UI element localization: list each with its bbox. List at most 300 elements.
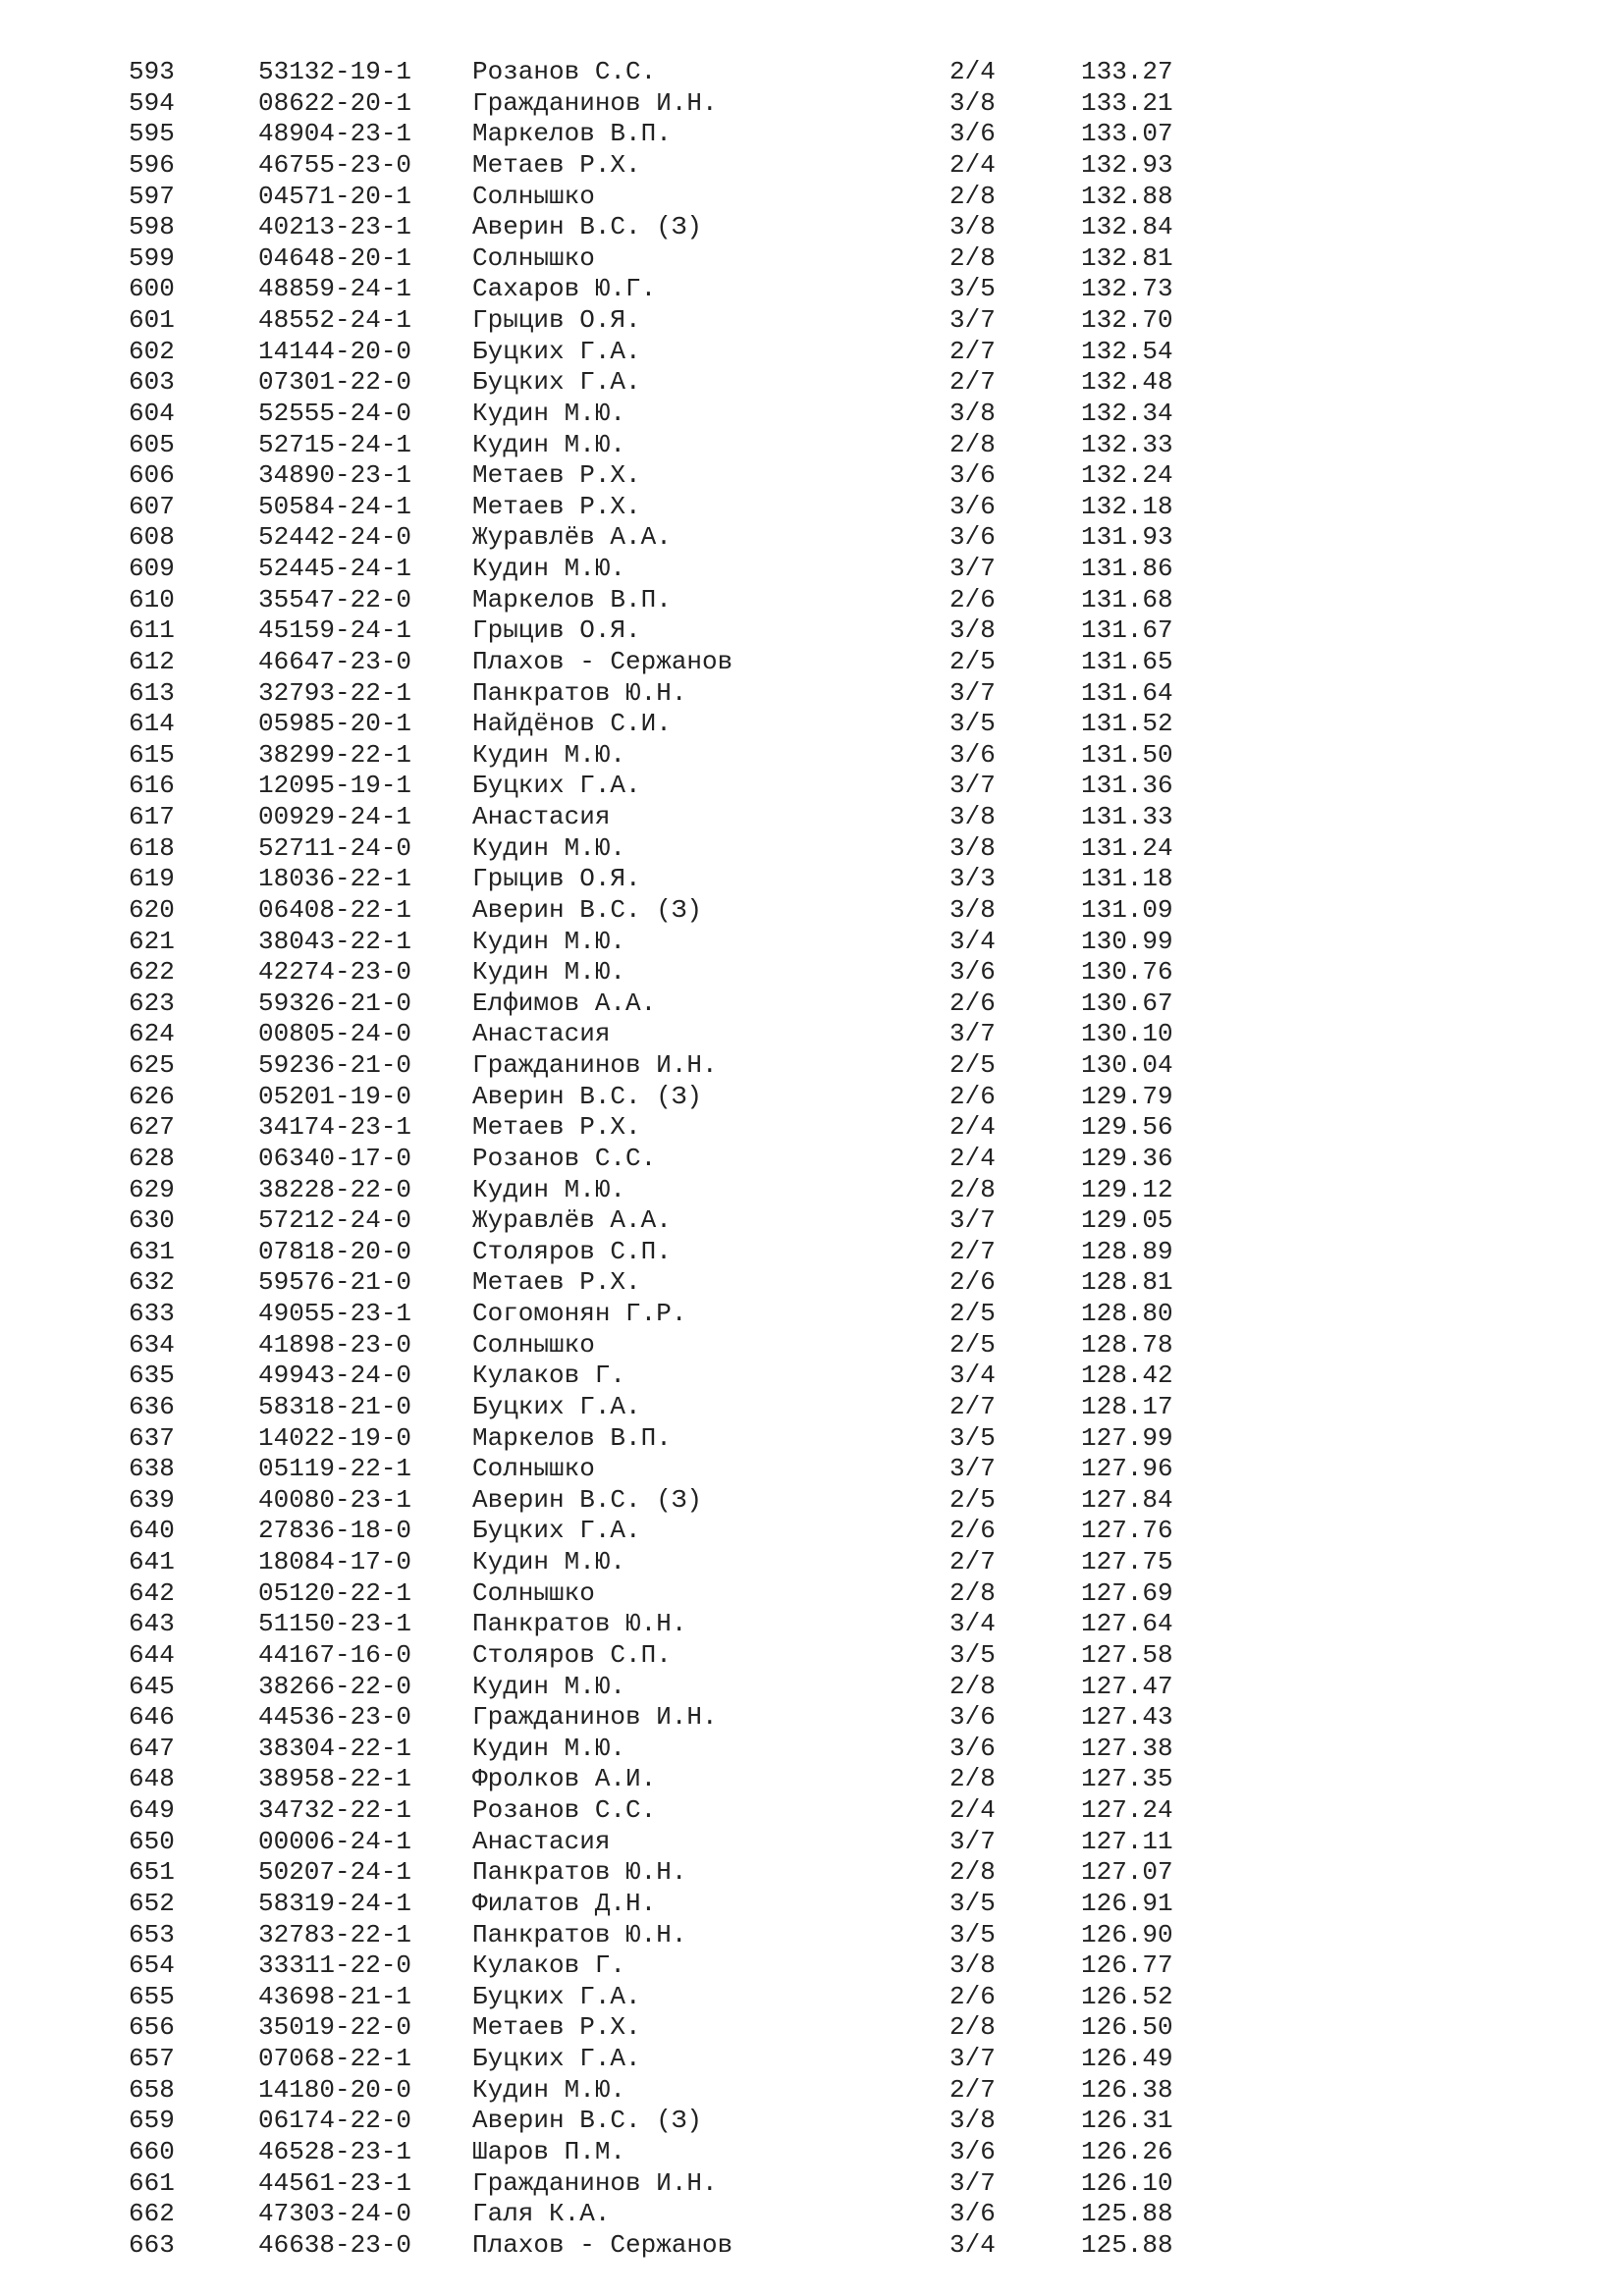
registration-code: 38958-22-1 (258, 1764, 412, 1794)
ratio-value: 3/7 (949, 677, 996, 708)
score-value: 126.49 (1081, 2044, 1173, 2073)
ratio-value: 3/7 (949, 554, 996, 583)
table-row (0, 1857, 1624, 1889)
owner-name: Плахов - Сержанов (472, 646, 733, 676)
owner-name: Аверин В.С. (З) (472, 1081, 703, 1111)
row-number: 622 (129, 957, 175, 988)
score-value: 131.64 (1081, 677, 1173, 708)
row-number: 596 (129, 149, 175, 180)
table-row (0, 337, 1624, 368)
registration-code: 46647-23-0 (258, 646, 412, 676)
score-value: 127.96 (1081, 1454, 1173, 1484)
score-value: 127.99 (1081, 1422, 1173, 1453)
owner-name: Анастасия (472, 1019, 611, 1049)
score-value: 127.58 (1081, 1639, 1173, 1670)
table-row (0, 1423, 1624, 1455)
owner-name: Аверин В.С. (З) (472, 212, 703, 242)
ratio-value: 2/7 (949, 336, 996, 366)
owner-name: Метаев Р.Х. (472, 491, 641, 521)
score-value: 131.36 (1081, 771, 1173, 801)
table-row (0, 1795, 1624, 1827)
row-number: 610 (129, 584, 175, 614)
score-value: 132.48 (1081, 367, 1173, 398)
table-row (0, 802, 1624, 833)
ratio-value: 2/8 (949, 2012, 996, 2043)
table-row (0, 1516, 1624, 1547)
registration-code: 38228-22-0 (258, 1174, 412, 1204)
registration-code: 38043-22-1 (258, 926, 412, 956)
row-number: 651 (129, 1857, 175, 1888)
owner-name: Фролков А.И. (472, 1764, 657, 1794)
row-number: 639 (129, 1484, 175, 1515)
registration-code: 59236-21-0 (258, 1050, 412, 1080)
score-value: 126.10 (1081, 2167, 1173, 2198)
table-row (0, 522, 1624, 554)
ratio-value: 2/8 (949, 429, 996, 459)
score-value: 127.84 (1081, 1484, 1173, 1515)
ratio-value: 2/5 (949, 1050, 996, 1080)
score-value: 131.50 (1081, 739, 1173, 770)
row-number: 608 (129, 522, 175, 553)
registration-code: 14022-19-0 (258, 1422, 412, 1453)
ratio-value: 3/7 (949, 1019, 996, 1049)
table-row (0, 1330, 1624, 1362)
score-value: 132.18 (1081, 491, 1173, 521)
score-value: 126.38 (1081, 2074, 1173, 2105)
registration-code: 06340-17-0 (258, 1143, 412, 1173)
row-number: 599 (129, 242, 175, 273)
owner-name: Кудин М.Ю. (472, 832, 626, 863)
ratio-value: 3/6 (949, 522, 996, 553)
registration-code: 33311-22-0 (258, 1950, 412, 1981)
score-value: 130.04 (1081, 1050, 1173, 1080)
row-number: 602 (129, 336, 175, 366)
owner-name: Столяров С.П. (472, 1236, 672, 1266)
table-row (0, 150, 1624, 182)
score-value: 126.90 (1081, 1919, 1173, 1949)
ratio-value: 3/5 (949, 709, 996, 739)
owner-name: Филатов Д.Н. (472, 1888, 657, 1918)
table-row (0, 1299, 1624, 1330)
owner-name: Солнышко (472, 181, 595, 211)
score-value: 129.05 (1081, 1205, 1173, 1236)
row-number: 612 (129, 646, 175, 676)
registration-code: 45159-24-1 (258, 615, 412, 646)
table-row (0, 1578, 1624, 1610)
registration-code: 34732-22-1 (258, 1795, 412, 1825)
ratio-value: 3/6 (949, 2136, 996, 2166)
table-row (0, 305, 1624, 337)
table-row (0, 1144, 1624, 1175)
ratio-value: 3/7 (949, 2044, 996, 2073)
row-number: 594 (129, 87, 175, 118)
row-number: 650 (129, 1826, 175, 1856)
row-number: 617 (129, 802, 175, 831)
owner-name: Кулаков Г. (472, 1950, 626, 1981)
row-number: 634 (129, 1329, 175, 1360)
ratio-value: 3/8 (949, 832, 996, 863)
registration-code: 53132-19-1 (258, 57, 412, 86)
owner-name: Гражданинов И.Н. (472, 1702, 718, 1733)
ratio-value: 2/6 (949, 1981, 996, 2011)
registration-code: 34174-23-1 (258, 1112, 412, 1143)
registration-code: 38299-22-1 (258, 739, 412, 770)
ratio-value: 2/5 (949, 1329, 996, 1360)
table-row (0, 2106, 1624, 2137)
ratio-value: 3/7 (949, 1826, 996, 1856)
row-number: 614 (129, 709, 175, 739)
score-value: 132.34 (1081, 398, 1173, 428)
ratio-value: 3/7 (949, 1205, 996, 1236)
row-number: 598 (129, 212, 175, 242)
ratio-value: 2/8 (949, 1857, 996, 1888)
ratio-value: 3/8 (949, 398, 996, 428)
ratio-value: 3/6 (949, 957, 996, 988)
row-number: 593 (129, 57, 175, 86)
ratio-value: 2/8 (949, 181, 996, 211)
row-number: 649 (129, 1795, 175, 1825)
ratio-value: 3/8 (949, 2106, 996, 2136)
owner-name: Елфимов А.А. (472, 988, 657, 1018)
ratio-value: 2/7 (949, 2074, 996, 2105)
row-number: 631 (129, 1236, 175, 1266)
score-value: 129.79 (1081, 1081, 1173, 1111)
score-value: 130.67 (1081, 988, 1173, 1018)
registration-code: 49943-24-0 (258, 1361, 412, 1391)
registration-code: 14144-20-0 (258, 336, 412, 366)
score-value: 131.52 (1081, 709, 1173, 739)
ratio-value: 3/8 (949, 1950, 996, 1981)
row-number: 609 (129, 554, 175, 583)
registration-code: 35019-22-0 (258, 2012, 412, 2043)
owner-name: Панкратов Ю.Н. (472, 677, 687, 708)
row-number: 659 (129, 2106, 175, 2136)
ratio-value: 2/6 (949, 1267, 996, 1298)
registration-code: 18084-17-0 (258, 1547, 412, 1576)
registration-code: 32793-22-1 (258, 677, 412, 708)
row-number: 657 (129, 2044, 175, 2073)
score-value: 130.76 (1081, 957, 1173, 988)
registration-code: 52555-24-0 (258, 398, 412, 428)
row-number: 628 (129, 1143, 175, 1173)
ratio-value: 3/5 (949, 1422, 996, 1453)
owner-name: Анастасия (472, 802, 611, 831)
ratio-value: 3/6 (949, 739, 996, 770)
registration-code: 05201-19-0 (258, 1081, 412, 1111)
registration-code: 05119-22-1 (258, 1454, 412, 1484)
score-value: 131.09 (1081, 894, 1173, 925)
table-row (0, 1547, 1624, 1578)
ratio-value: 3/6 (949, 1702, 996, 1733)
table-row (0, 1082, 1624, 1113)
row-number: 600 (129, 274, 175, 304)
ratio-value: 2/8 (949, 1174, 996, 1204)
ratio-value: 3/7 (949, 2167, 996, 2198)
owner-name: Кудин М.Ю. (472, 1671, 626, 1701)
ratio-value: 3/7 (949, 1454, 996, 1484)
score-value: 127.43 (1081, 1702, 1173, 1733)
table-row (0, 460, 1624, 492)
owner-name: Столяров С.П. (472, 1639, 672, 1670)
owner-name: Кулаков Г. (472, 1361, 626, 1391)
owner-name: Солнышко (472, 1454, 595, 1484)
ratio-value: 3/7 (949, 305, 996, 335)
table-row (0, 1361, 1624, 1392)
score-value: 133.27 (1081, 57, 1173, 86)
owner-name: Гражданинов И.Н. (472, 2167, 718, 2198)
owner-name: Плахов - Сержанов (472, 2229, 733, 2260)
row-number: 652 (129, 1888, 175, 1918)
score-value: 125.88 (1081, 2199, 1173, 2229)
ratio-value: 3/6 (949, 1733, 996, 1763)
table-row (0, 2137, 1624, 2168)
registration-code: 48904-23-1 (258, 119, 412, 149)
ratio-value: 2/4 (949, 1795, 996, 1825)
owner-name: Найдёнов С.И. (472, 709, 672, 739)
score-value: 125.88 (1081, 2229, 1173, 2260)
ratio-value: 3/8 (949, 894, 996, 925)
table-row (0, 492, 1624, 523)
score-value: 130.99 (1081, 926, 1173, 956)
row-number: 641 (129, 1547, 175, 1576)
owner-name: Кудин М.Ю. (472, 398, 626, 428)
row-number: 647 (129, 1733, 175, 1763)
table-row (0, 2012, 1624, 2044)
registration-code: 52445-24-1 (258, 554, 412, 583)
score-value: 131.33 (1081, 802, 1173, 831)
ratio-value: 3/5 (949, 274, 996, 304)
row-number: 644 (129, 1639, 175, 1670)
table-row (0, 430, 1624, 461)
row-number: 627 (129, 1112, 175, 1143)
score-value: 126.52 (1081, 1981, 1173, 2011)
row-number: 606 (129, 460, 175, 491)
owner-name: Аверин В.С. (З) (472, 2106, 703, 2136)
table-row (0, 2075, 1624, 2107)
table-row (0, 864, 1624, 895)
registration-code: 58319-24-1 (258, 1888, 412, 1918)
score-value: 127.11 (1081, 1826, 1173, 1856)
registration-code: 05985-20-1 (258, 709, 412, 739)
registration-code: 05120-22-1 (258, 1577, 412, 1608)
row-number: 646 (129, 1702, 175, 1733)
table-row (0, 119, 1624, 150)
owner-name: Аверин В.С. (З) (472, 1484, 703, 1515)
score-value: 131.68 (1081, 584, 1173, 614)
ratio-value: 3/4 (949, 1361, 996, 1391)
ratio-value: 2/8 (949, 1577, 996, 1608)
score-value: 131.67 (1081, 615, 1173, 646)
registration-code: 32783-22-1 (258, 1919, 412, 1949)
registration-code: 46528-23-1 (258, 2136, 412, 2166)
ratio-value: 2/5 (949, 646, 996, 676)
registration-code: 27836-18-0 (258, 1516, 412, 1546)
owner-name: Буцких Г.А. (472, 1516, 641, 1546)
registration-code: 12095-19-1 (258, 771, 412, 801)
owner-name: Гражданинов И.Н. (472, 1050, 718, 1080)
owner-name: Буцких Г.А. (472, 1391, 641, 1421)
row-number: 621 (129, 926, 175, 956)
registration-code: 00929-24-1 (258, 802, 412, 831)
registration-code: 38266-22-0 (258, 1671, 412, 1701)
table-row (0, 771, 1624, 802)
row-number: 661 (129, 2167, 175, 2198)
registration-code: 52715-24-1 (258, 429, 412, 459)
row-number: 633 (129, 1299, 175, 1328)
score-value: 133.07 (1081, 119, 1173, 149)
score-value: 131.24 (1081, 832, 1173, 863)
registration-code: 34890-23-1 (258, 460, 412, 491)
registration-code: 59576-21-0 (258, 1267, 412, 1298)
score-value: 126.50 (1081, 2012, 1173, 2043)
registration-code: 07068-22-1 (258, 2044, 412, 2073)
table-row (0, 1920, 1624, 1951)
owner-name: Журавлёв А.А. (472, 522, 672, 553)
row-number: 605 (129, 429, 175, 459)
row-number: 619 (129, 864, 175, 894)
table-row (0, 678, 1624, 710)
registration-code: 46638-23-0 (258, 2229, 412, 2260)
row-number: 658 (129, 2074, 175, 2105)
row-number: 625 (129, 1050, 175, 1080)
row-number: 601 (129, 305, 175, 335)
ratio-value: 2/6 (949, 1081, 996, 1111)
ratio-value: 3/4 (949, 1609, 996, 1639)
score-value: 132.73 (1081, 274, 1173, 304)
table-row (0, 1764, 1624, 1795)
ratio-value: 3/4 (949, 2229, 996, 2260)
table-row (0, 988, 1624, 1020)
owner-name: Кудин М.Ю. (472, 429, 626, 459)
score-value: 130.10 (1081, 1019, 1173, 1049)
ratio-value: 2/8 (949, 1764, 996, 1794)
row-number: 603 (129, 367, 175, 398)
row-number: 645 (129, 1671, 175, 1701)
table-row (0, 1205, 1624, 1237)
score-value: 132.24 (1081, 460, 1173, 491)
score-value: 131.93 (1081, 522, 1173, 553)
table-row (0, 833, 1624, 865)
row-number: 623 (129, 988, 175, 1018)
score-value: 132.88 (1081, 181, 1173, 211)
row-number: 640 (129, 1516, 175, 1546)
owner-name: Кудин М.Ю. (472, 926, 626, 956)
ratio-value: 3/5 (949, 1639, 996, 1670)
registration-code: 00006-24-1 (258, 1826, 412, 1856)
owner-name: Кудин М.Ю. (472, 1547, 626, 1576)
registration-code: 40213-23-1 (258, 212, 412, 242)
score-value: 127.38 (1081, 1733, 1173, 1763)
score-value: 128.81 (1081, 1267, 1173, 1298)
registration-code: 06408-22-1 (258, 894, 412, 925)
owner-name: Буцких Г.А. (472, 367, 641, 398)
score-value: 132.54 (1081, 336, 1173, 366)
owner-name: Маркелов В.П. (472, 1422, 672, 1453)
row-number: 629 (129, 1174, 175, 1204)
table-row (0, 1982, 1624, 2013)
owner-name: Галя К.А. (472, 2199, 611, 2229)
registration-code: 50584-24-1 (258, 491, 412, 521)
registration-code: 00805-24-0 (258, 1019, 412, 1049)
table-row (0, 1827, 1624, 1858)
row-number: 643 (129, 1609, 175, 1639)
score-value: 133.21 (1081, 87, 1173, 118)
registration-code: 44167-16-0 (258, 1639, 412, 1670)
ratio-value: 3/6 (949, 119, 996, 149)
ratio-value: 2/8 (949, 1671, 996, 1701)
row-number: 615 (129, 739, 175, 770)
score-value: 128.42 (1081, 1361, 1173, 1391)
owner-name: Кудин М.Ю. (472, 957, 626, 988)
table-row (0, 88, 1624, 120)
score-value: 132.33 (1081, 429, 1173, 459)
score-value: 128.17 (1081, 1391, 1173, 1421)
score-value: 126.77 (1081, 1950, 1173, 1981)
owner-name: Метаев Р.Х. (472, 1112, 641, 1143)
ratio-value: 2/8 (949, 242, 996, 273)
row-number: 618 (129, 832, 175, 863)
row-number: 648 (129, 1764, 175, 1794)
table-row (0, 1019, 1624, 1050)
owner-name: Солнышко (472, 242, 595, 273)
registration-code: 44561-23-1 (258, 2167, 412, 2198)
registration-code: 52442-24-0 (258, 522, 412, 553)
ratio-value: 2/6 (949, 1516, 996, 1546)
owner-name: Солнышко (472, 1577, 595, 1608)
table-row (0, 585, 1624, 616)
ratio-value: 2/7 (949, 1236, 996, 1266)
ratio-value: 2/6 (949, 988, 996, 1018)
score-value: 127.69 (1081, 1577, 1173, 1608)
owner-name: Гражданинов И.Н. (472, 87, 718, 118)
table-row (0, 1672, 1624, 1703)
owner-name: Грыцив О.Я. (472, 615, 641, 646)
ratio-value: 2/5 (949, 1299, 996, 1328)
owner-name: Панкратов Ю.Н. (472, 1609, 687, 1639)
ratio-value: 3/6 (949, 491, 996, 521)
score-value: 131.86 (1081, 554, 1173, 583)
table-row (0, 212, 1624, 243)
table-row (0, 1454, 1624, 1485)
owner-name: Кудин М.Ю. (472, 1174, 626, 1204)
table-row (0, 1609, 1624, 1640)
registration-code: 07301-22-0 (258, 367, 412, 398)
row-number: 653 (129, 1919, 175, 1949)
table-row (0, 895, 1624, 927)
owner-name: Шаров П.М. (472, 2136, 626, 2166)
table-row (0, 957, 1624, 988)
owner-name: Кудин М.Ю. (472, 554, 626, 583)
owner-name: Согомонян Г.Р. (472, 1299, 687, 1328)
ratio-value: 3/7 (949, 771, 996, 801)
table-row (0, 274, 1624, 305)
score-value: 127.35 (1081, 1764, 1173, 1794)
registration-code: 42274-23-0 (258, 957, 412, 988)
registration-code: 59326-21-0 (258, 988, 412, 1018)
row-number: 638 (129, 1454, 175, 1484)
score-value: 128.80 (1081, 1299, 1173, 1328)
ratio-value: 3/5 (949, 1888, 996, 1918)
table-row (0, 554, 1624, 585)
registration-code: 04648-20-1 (258, 242, 412, 273)
table-row (0, 2168, 1624, 2200)
row-number: 616 (129, 771, 175, 801)
ratio-value: 3/8 (949, 87, 996, 118)
owner-name: Розанов С.С. (472, 57, 657, 86)
ratio-value: 2/7 (949, 367, 996, 398)
owner-name: Солнышко (472, 1329, 595, 1360)
score-value: 127.47 (1081, 1671, 1173, 1701)
